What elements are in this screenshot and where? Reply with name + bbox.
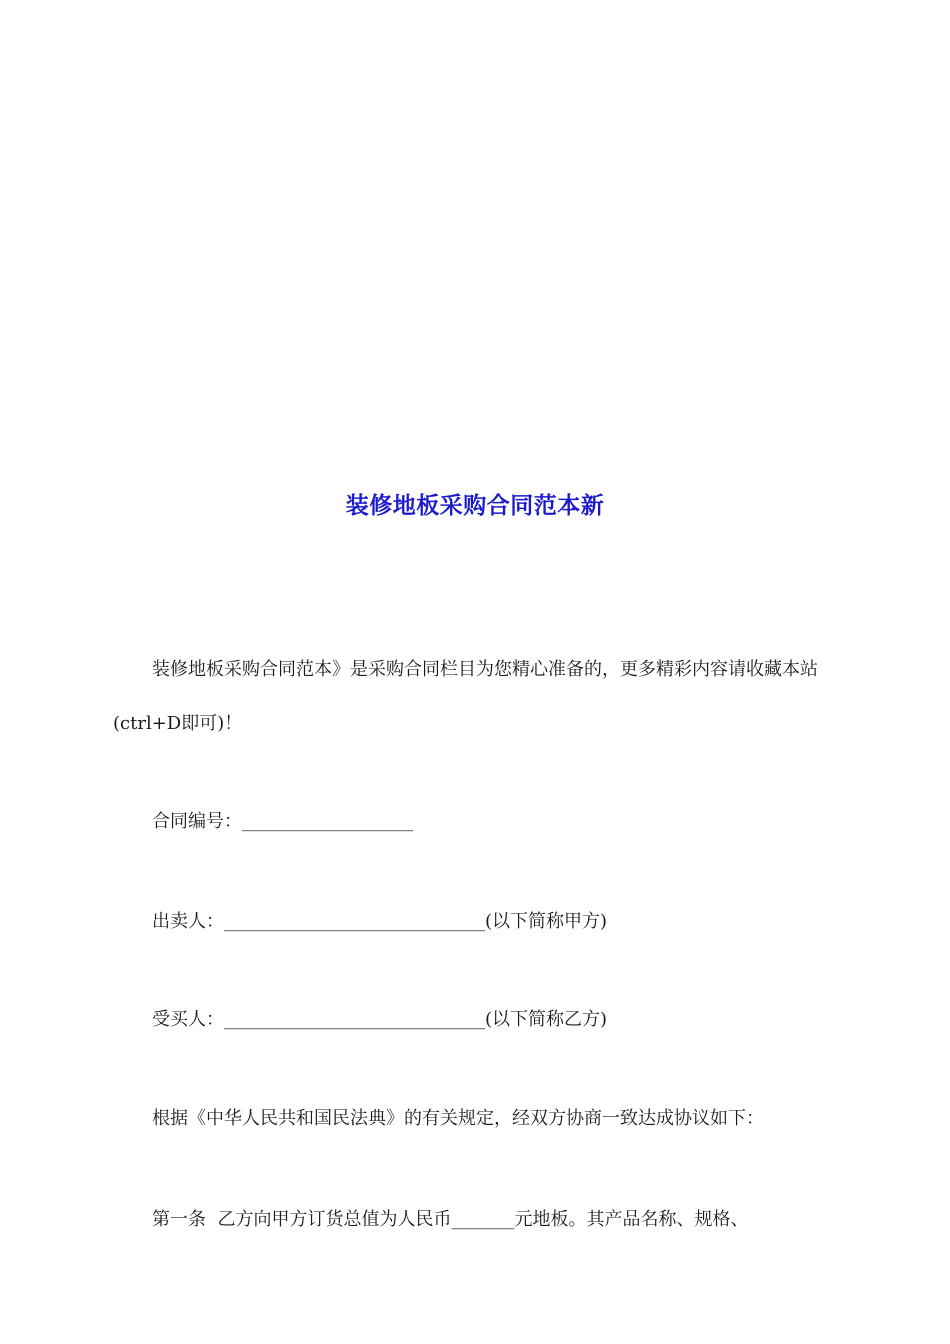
document-title: 装修地板采购合同范本新 (345, 492, 605, 519)
buyer-line: 受买人：_____________________________(以下简称乙方) (152, 1009, 608, 1030)
contract-number-line: 合同编号：___________________ (152, 811, 413, 832)
intro-paragraph: 装修地板采购合同范本》是采购合同栏目为您精心准备的，更多精彩内容请收藏本站(ctrl+D即可)！ (113, 659, 818, 734)
seller-line: 出卖人：_____________________________(以下简称甲方) (152, 911, 608, 932)
article-one-paragraph: 第一条 乙方向甲方订货总值为人民币_______元地板。其产品名称、规格、 (152, 1209, 749, 1230)
basis-paragraph: 根据《中华人民共和国民法典》的有关规定，经双方协商一致达成协议如下： (152, 1108, 764, 1129)
